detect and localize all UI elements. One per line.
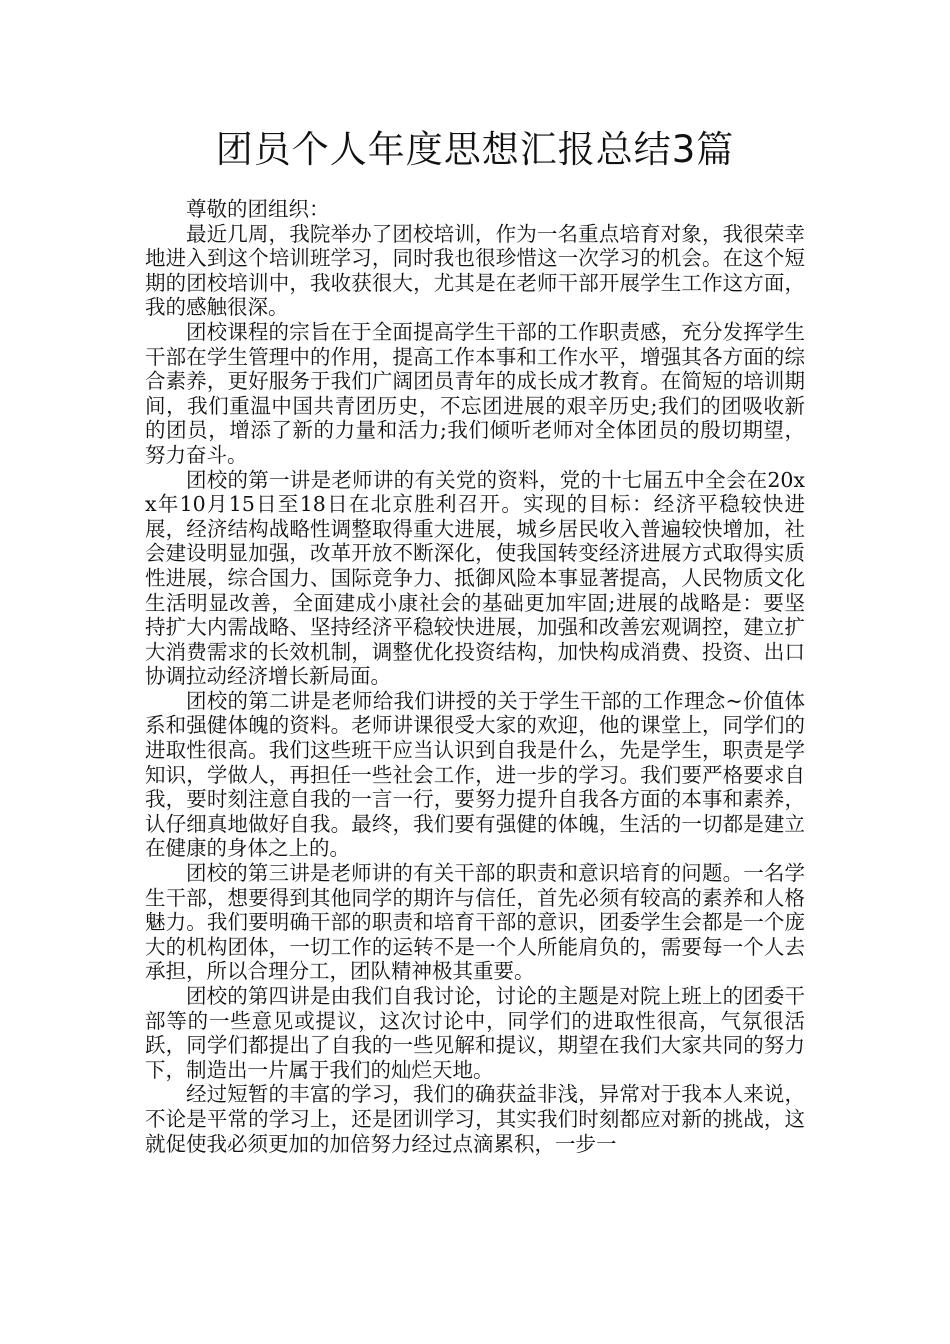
paragraph-lecture-4: 团校的第四讲是由我们自我讨论，讨论的主题是对院上班上的团委干部等的一些意见或提议，这次讨论中，同学们的进取性很高，气氛很活跃，同学们都提出了自我的一些见解和提议，期望在我们大家共同的努力下，制造出一片属于我们的灿烂天地。 <box>145 984 805 1082</box>
document-body <box>145 197 805 1156</box>
paragraph-lecture-3: 团校的第三讲是老师讲的有关干部的职责和意识培育的问题。一名学生干部，想要得到其他同学的期许与信任，首先必须有较高的素养和人格魅力。我们要明确干部的职责和培育干部的意识，团委学生会都是一个庞大的机构团体，一切工作的运转不是一个人所能肩负的，需要每一个人去承担，所以合理分工，团队精神极其重要。 <box>145 861 805 984</box>
paragraph-intro: 最近几周，我院举办了团校培训，作为一名重点培育对象，我很荣幸地进入到这个培训班学习，同时我也很珍惜这一次学习的机会。在这个短期的团校培训中，我收获很大，尤其是在老师干部开展学生工作这方面，我的感触很深。 <box>145 221 805 320</box>
salutation: 尊敬的团组织： <box>186 197 330 221</box>
paragraph-lecture-1: 团校的第一讲是老师讲的有关党的资料，党的十七届五中全会在20xx年10月15日至18日在北京胜利召开。实现的目标：经济平稳较快进展，经济结构战略性调整取得重大进展，城乡居民收入普遍较快增加，社会建设明显加强，改革开放不断深化，使我国转变经济进展方式取得实质性进展，综合国力、国际竞争力、抵御风险本事显著提高，人民物质文化生活明显改善，全面建成小康社会的基础更加牢固;进展的战略是：要坚持扩大内需战略、坚持经济平稳较快进展，加强和改善宏观调控，建立扩大消费需求的长效机制，调整优化投资结构，加快构成消费、投资、出口协调拉动经济增长新局面。 <box>145 467 805 689</box>
paragraph-reflection: 经过短暂的丰富的学习，我们的确获益非浅，异常对于我本人来说，不论是平常的学习上，还是团训学习，其实我们时刻都应对新的挑战，这就促使我必须更加的加倍努力经过点滴累积，一步一 <box>145 1082 805 1156</box>
paragraph-lecture-2: 团校的第二讲是老师给我们讲授的关于学生干部的工作理念~价值体系和强健体魄的资料。老师讲课很受大家的欢迎，他的课堂上，同学们的进取性很高。我们这些班干应当认识到自我是什么，先是学生，职责是学知识，学做人，再担任一些社会工作，进一步的学习。我们要严格要求自我，要时刻注意自我的一言一行，要努力提升自我各方面的本事和素养，认仔细真地做好自我。最终，我们要有强健的体魄，生活的一切都是建立在健康的身体之上的。 <box>145 688 805 861</box>
document-title: 团员个人年度思想汇报总结3篇 <box>215 128 735 171</box>
paragraph-purpose: 团校课程的宗旨在于全面提高学生干部的工作职责感，充分发挥学生干部在学生管理中的作用，提高工作本事和工作水平，增强其各方面的综合素养，更好服务于我们广阔团员青年的成长成才教育。在简短的培训期间，我们重温中国共青团历史，不忘团进展的艰辛历史;我们的团吸收新的团员，增添了新的力量和活力;我们倾听老师对全体团员的殷切期望，努力奋斗。 <box>145 319 805 467</box>
